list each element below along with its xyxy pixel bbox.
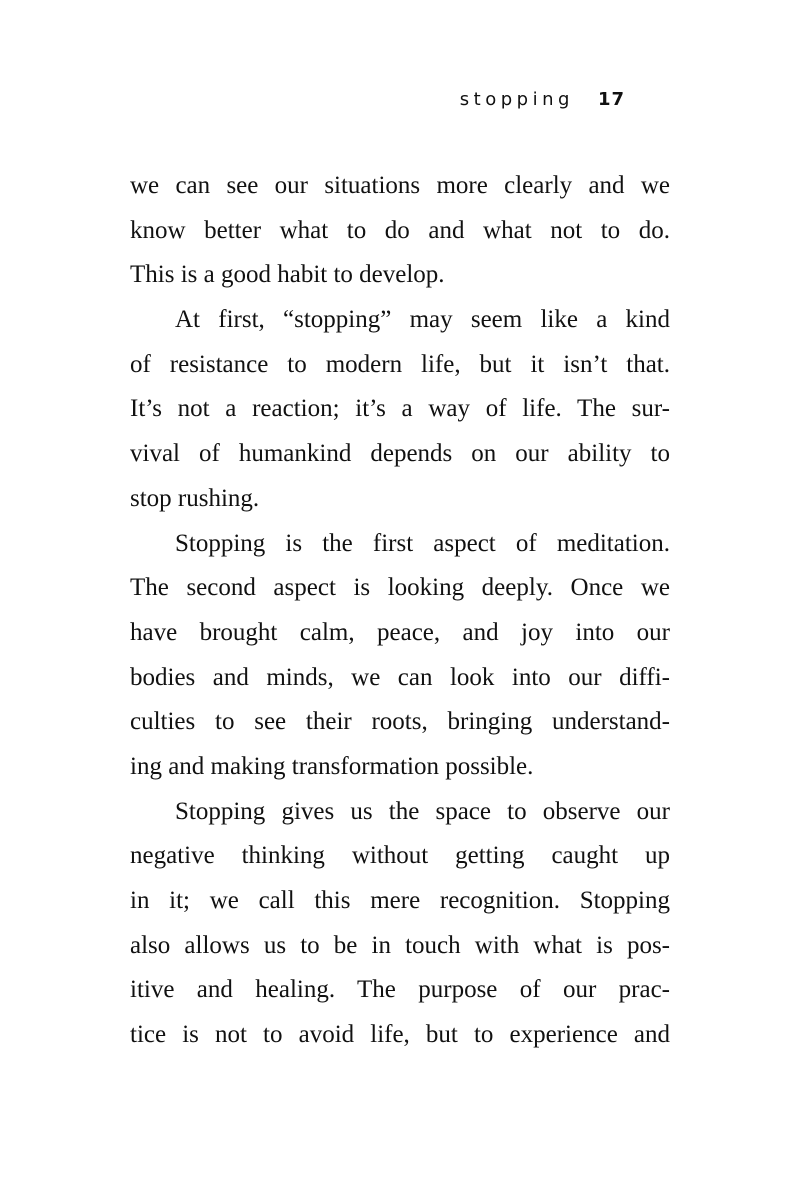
text-line: The second aspect is looking deeply. Once we bbox=[130, 574, 670, 602]
text-line: It’s not a reaction; it’s a way of life. The sur- bbox=[130, 395, 670, 423]
text-line: in it; we call this mere recognition. Stopping bbox=[130, 887, 670, 914]
page-number: 17 bbox=[597, 89, 625, 110]
text-line: negative thinking without getting caught up bbox=[130, 842, 670, 870]
text-line: itive and healing. The purpose of our prac- bbox=[130, 976, 670, 1004]
text-line: This is a good habit to develop. bbox=[130, 261, 445, 289]
text-line: culties to see their roots, bringing understand- bbox=[130, 708, 670, 736]
text-line: also allows us to be in touch with what is pos- bbox=[130, 931, 670, 959]
text-line: bodies and minds, we can look into our diffi- bbox=[130, 663, 670, 691]
section-title: stopping bbox=[459, 89, 574, 110]
text-line: know better what to do and what not to do. bbox=[130, 216, 670, 244]
text-line: At first, “stopping” may seem like a kind bbox=[175, 306, 670, 334]
text-line: of resistance to modern life, but it isn’t that. bbox=[130, 350, 670, 378]
text-line: vival of humankind depends on our ability to bbox=[130, 440, 670, 468]
text-line: have brought calm, peace, and joy into our bbox=[130, 618, 670, 646]
text-line: Stopping gives us the space to observe our bbox=[175, 797, 670, 825]
text-line: stop rushing. bbox=[130, 484, 260, 512]
text-line: tice is not to avoid life, but to experience and bbox=[130, 1021, 670, 1049]
text-line: we can see our situations more clearly and we bbox=[130, 172, 670, 199]
text-line: ing and making transformation possible. bbox=[130, 752, 534, 780]
running-head bbox=[130, 88, 625, 112]
text-line: Stopping is the first aspect of meditation. bbox=[175, 529, 670, 557]
body-text bbox=[130, 164, 670, 1058]
